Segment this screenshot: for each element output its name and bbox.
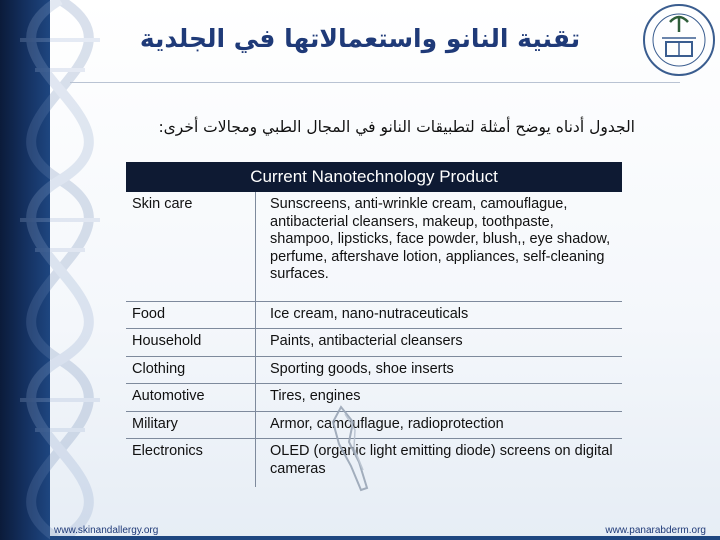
table-row — [126, 192, 622, 302]
row-category: Food — [126, 302, 256, 328]
row-category: Skin care — [126, 192, 256, 301]
slide-title: تقنية النانو واستعمالاتها في الجلدية — [139, 24, 581, 53]
table-row — [126, 329, 622, 357]
row-category: Automotive — [126, 384, 256, 411]
map-watermark — [321, 402, 411, 492]
row-products: OLED (organic light emitting diode) screens on digital cameras — [270, 443, 613, 477]
nanotech-products-table — [126, 162, 622, 487]
row-products: Sporting goods, shoe inserts — [270, 361, 454, 377]
row-category: Military — [126, 412, 256, 438]
footer-left-url[interactable]: www.skinandallergy.org — [54, 525, 159, 536]
row-products: Sunscreens, anti-wrinkle cream, camouflague, antibacterial cleansers, makeup, toothpaste, shampoo, lipsticks, face powder, blush,, eye shadow, perfume, aftershave lotion, appliances, self-cleaning surfaces. — [270, 196, 611, 282]
row-category: Household — [126, 329, 256, 356]
row-products: Tires, engines — [270, 388, 361, 404]
table-row — [126, 357, 622, 384]
row-products: Paints, antibacterial cleansers — [270, 333, 463, 349]
row-category: Clothing — [126, 357, 256, 383]
table-header: Current Nanotechnology Product — [126, 162, 622, 192]
table-row — [126, 302, 622, 329]
row-products: Armor, camouflague, radioprotection — [270, 416, 504, 432]
footer-right-url[interactable]: www.panarabderm.org — [605, 525, 706, 536]
bottom-accent-bar — [50, 536, 720, 540]
university-logo — [640, 2, 718, 78]
table-body — [126, 192, 622, 487]
row-products: Ice cream, nano-nutraceuticals — [270, 306, 469, 322]
slide-subtitle: الجدول أدناه يوضح أمثلة لتطبيقات النانو في المجال الطبي ومجالات أخرى: — [158, 118, 635, 136]
row-category: Electronics — [126, 439, 256, 487]
title-divider — [70, 82, 680, 83]
